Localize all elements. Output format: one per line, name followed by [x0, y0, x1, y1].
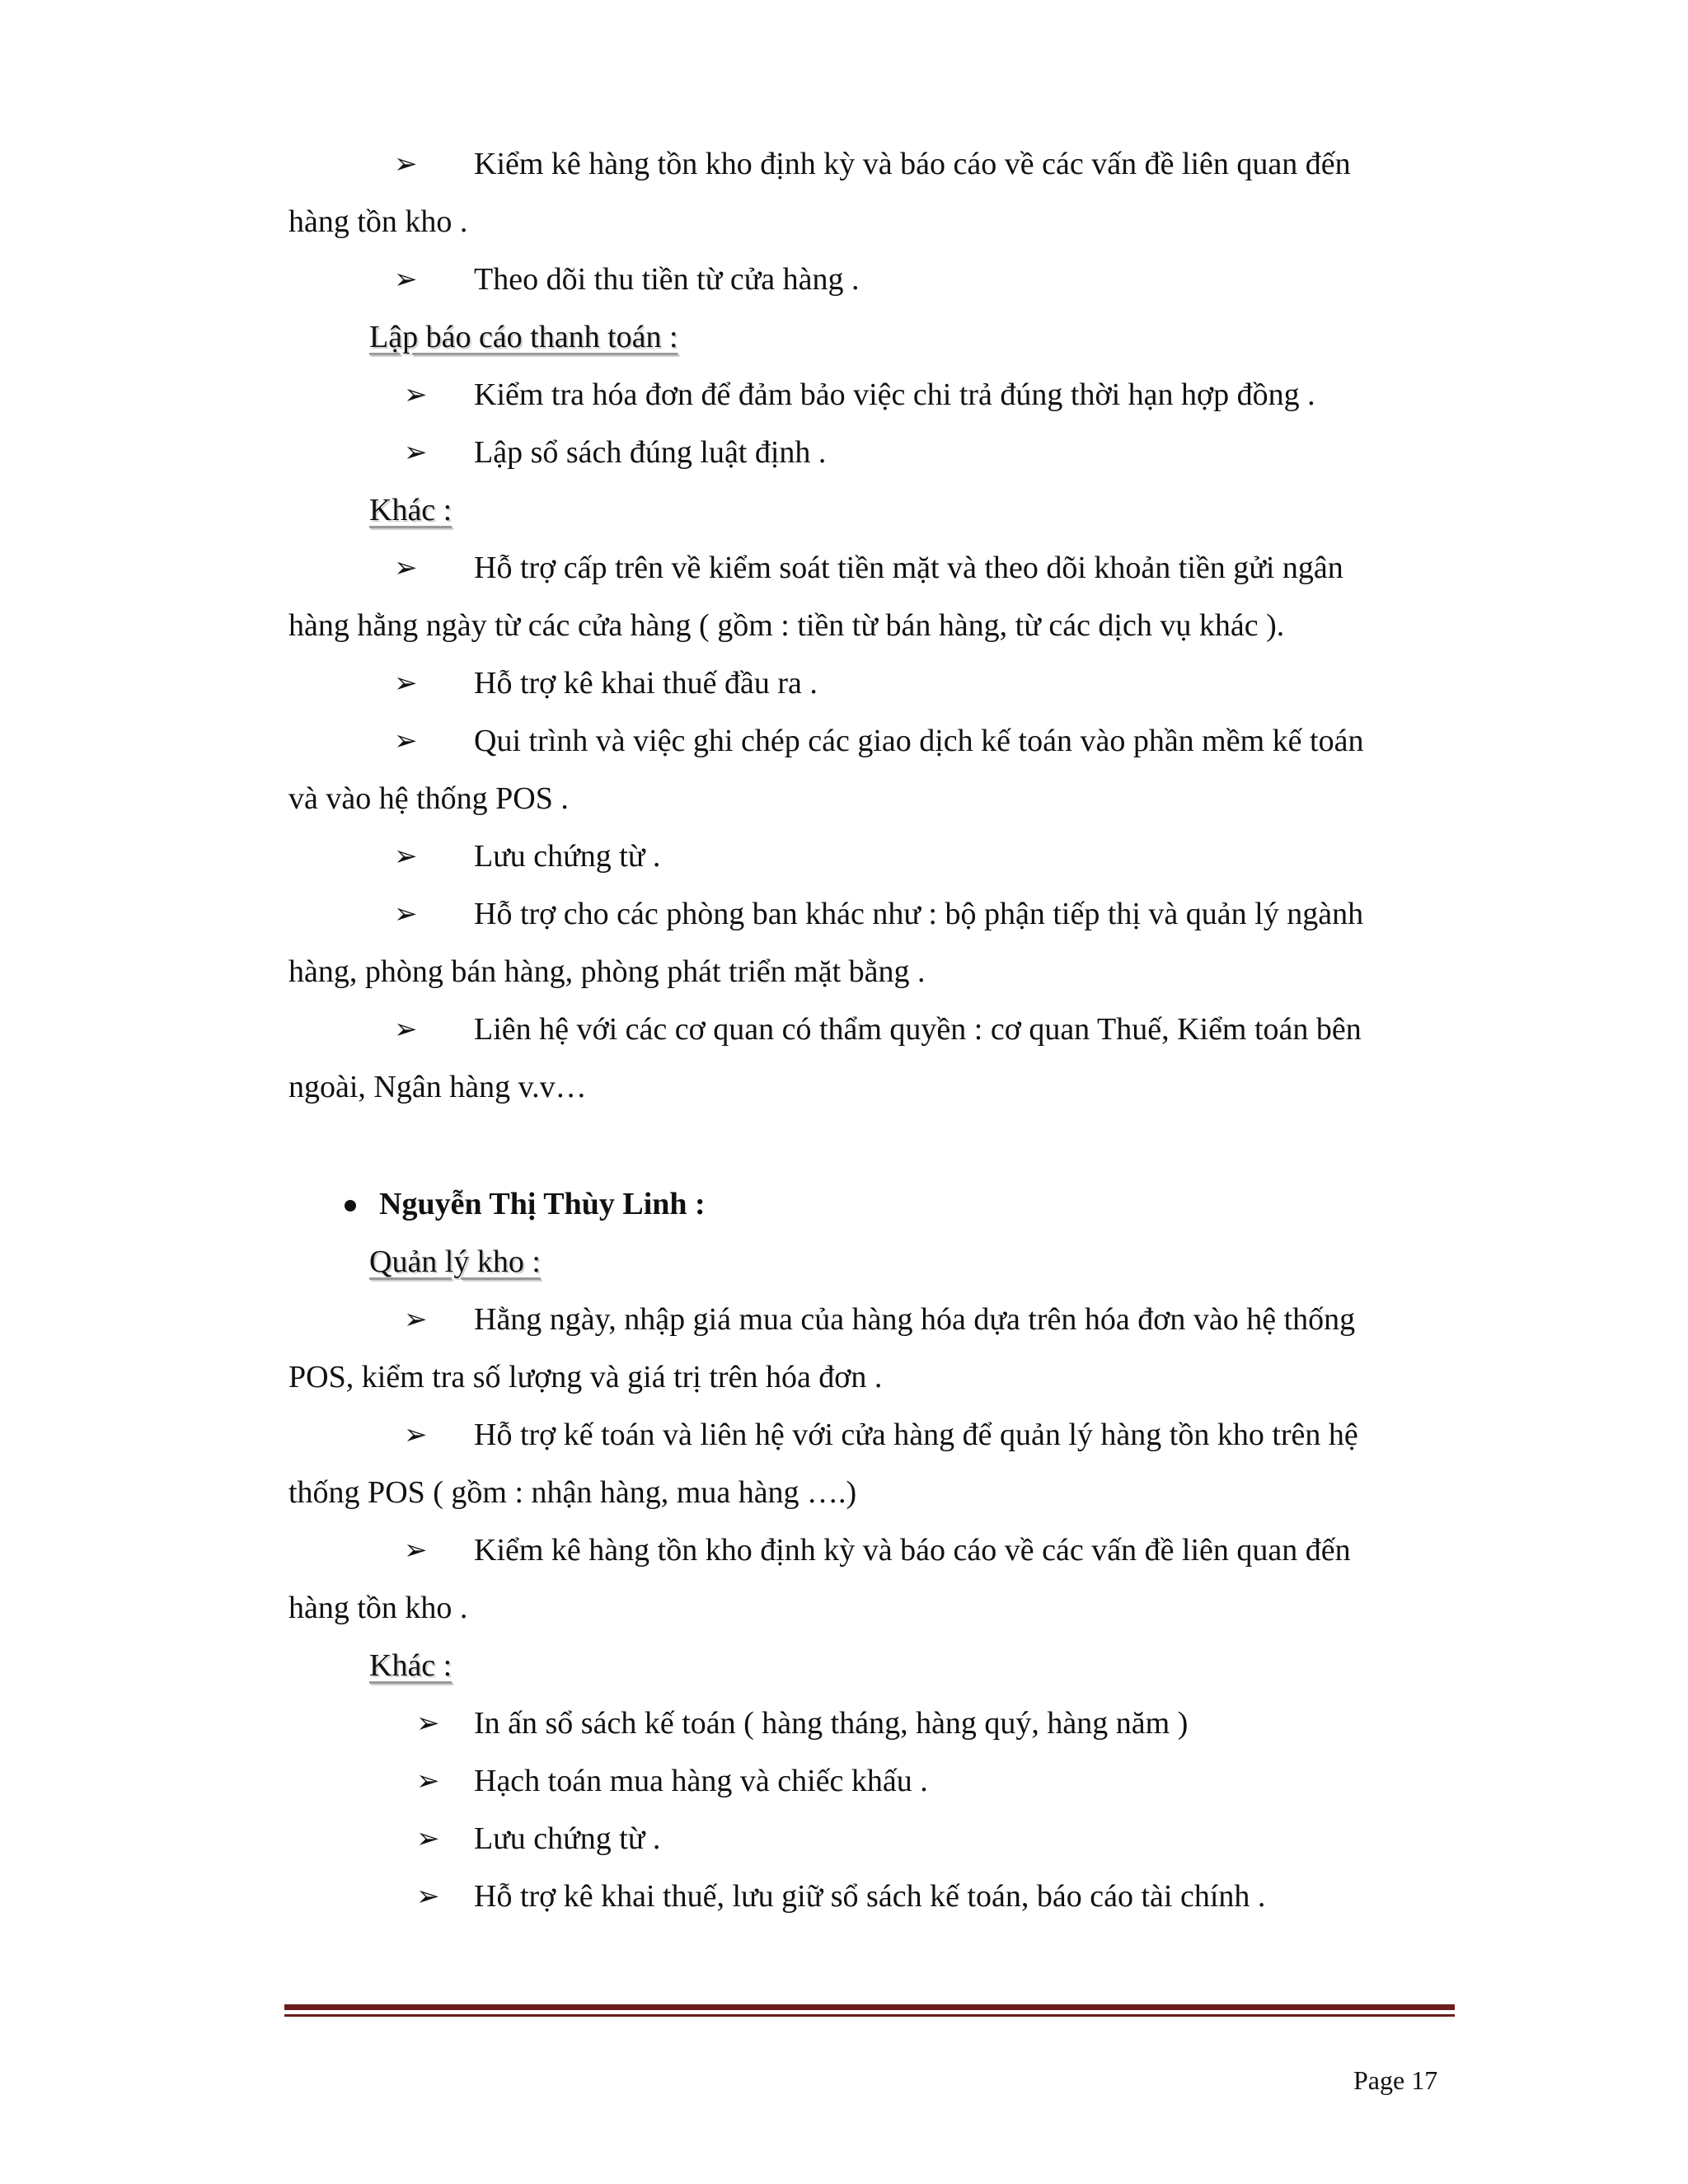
section-heading-warehouse: Quản lý kho : [369, 1244, 541, 1279]
list-item-text: Kiểm kê hàng tồn kho định kỳ và báo cáo về các vấn đề liên quan đến [474, 147, 1351, 181]
list-item-text: Kiểm tra hóa đơn để đảm bảo việc chi trả đúng thời hạn hợp đồng . [474, 377, 1315, 412]
list-item-text: Hỗ trợ cấp trên về kiểm soát tiền mặt và theo dõi khoản tiền gửi ngân [474, 551, 1343, 585]
list-item-text-continued: thống POS ( gồm : nhận hàng, mua hàng ….) [288, 1475, 857, 1510]
list-item-text-continued: và vào hệ thống POS . [288, 781, 569, 816]
list-item-text-continued: hàng tồn kho . [288, 204, 468, 239]
round-bullet-icon [345, 1200, 356, 1212]
arrow-bullet-icon: ➢ [394, 148, 418, 180]
list-item-text: Hằng ngày, nhập giá mua của hàng hóa dựa trên hóa đơn vào hệ thống [474, 1302, 1356, 1337]
arrow-bullet-icon: ➢ [394, 898, 418, 930]
person-name-heading: Nguyễn Thị Thùy Linh : [379, 1187, 706, 1221]
list-item-text-continued: hàng tồn kho . [288, 1591, 468, 1625]
section-heading-other: Khác : [369, 1648, 452, 1683]
section-heading-payment: Lập báo cáo thanh toán : [369, 320, 678, 354]
list-item-text: Hỗ trợ cho các phòng ban khác như : bộ phận tiếp thị và quản lý ngành [474, 897, 1364, 931]
page-number: Page 17 [1353, 2065, 1438, 2095]
list-item-text: Kiểm kê hàng tồn kho định kỳ và báo cáo về các vấn đề liên quan đến [474, 1533, 1351, 1568]
arrow-bullet-icon: ➢ [404, 436, 428, 469]
list-item-text: Hỗ trợ kê khai thuế đầu ra . [474, 666, 818, 701]
arrow-bullet-icon: ➢ [416, 1765, 440, 1797]
arrow-bullet-icon: ➢ [394, 263, 418, 296]
list-item-text: Liên hệ với các cơ quan có thẩm quyền : cơ quan Thuế, Kiểm toán bên [474, 1012, 1362, 1047]
list-item-text: Theo dõi thu tiền từ cửa hàng . [474, 262, 860, 297]
footer-rule-thin [284, 2014, 1455, 2017]
arrow-bullet-icon: ➢ [416, 1880, 440, 1913]
section-heading-other: Khác : [369, 493, 452, 527]
arrow-bullet-icon: ➢ [394, 551, 418, 584]
list-item-text: Lập sổ sách đúng luật định . [474, 435, 827, 470]
arrow-bullet-icon: ➢ [404, 1303, 428, 1336]
arrow-bullet-icon: ➢ [394, 1013, 418, 1046]
list-item-text: Hạch toán mua hàng và chiếc khấu . [474, 1764, 928, 1798]
list-item-text: Hỗ trợ kế toán và liên hệ với cửa hàng để quản lý hàng tồn kho trên hệ [474, 1418, 1358, 1452]
list-item-text: Lưu chứng từ . [474, 839, 661, 874]
arrow-bullet-icon: ➢ [404, 378, 428, 411]
list-item-text-continued: POS, kiểm tra số lượng và giá trị trên hóa đơn . [288, 1360, 883, 1394]
list-item-text: Qui trình và việc ghi chép các giao dịch kế toán vào phần mềm kế toán [474, 724, 1364, 758]
list-item-text: In ấn sổ sách kế toán ( hàng tháng, hàng quý, hàng năm ) [474, 1706, 1189, 1741]
arrow-bullet-icon: ➢ [416, 1707, 440, 1740]
arrow-bullet-icon: ➢ [404, 1418, 428, 1451]
list-item-text-continued: hàng, phòng bán hàng, phòng phát triển mặt bằng . [288, 954, 926, 989]
arrow-bullet-icon: ➢ [394, 840, 418, 873]
footer-rule [284, 2004, 1455, 2010]
arrow-bullet-icon: ➢ [394, 667, 418, 700]
list-item-text: Hỗ trợ kê khai thuế, lưu giữ sổ sách kế toán, báo cáo tài chính . [474, 1879, 1266, 1914]
list-item-text-continued: hàng hằng ngày từ các cửa hàng ( gồm : tiền từ bán hàng, từ các dịch vụ khác ). [288, 608, 1285, 643]
arrow-bullet-icon: ➢ [394, 724, 418, 757]
list-item-text: Lưu chứng từ . [474, 1821, 661, 1856]
arrow-bullet-icon: ➢ [416, 1822, 440, 1855]
list-item-text-continued: ngoài, Ngân hàng v.v… [288, 1070, 587, 1104]
arrow-bullet-icon: ➢ [404, 1534, 428, 1567]
